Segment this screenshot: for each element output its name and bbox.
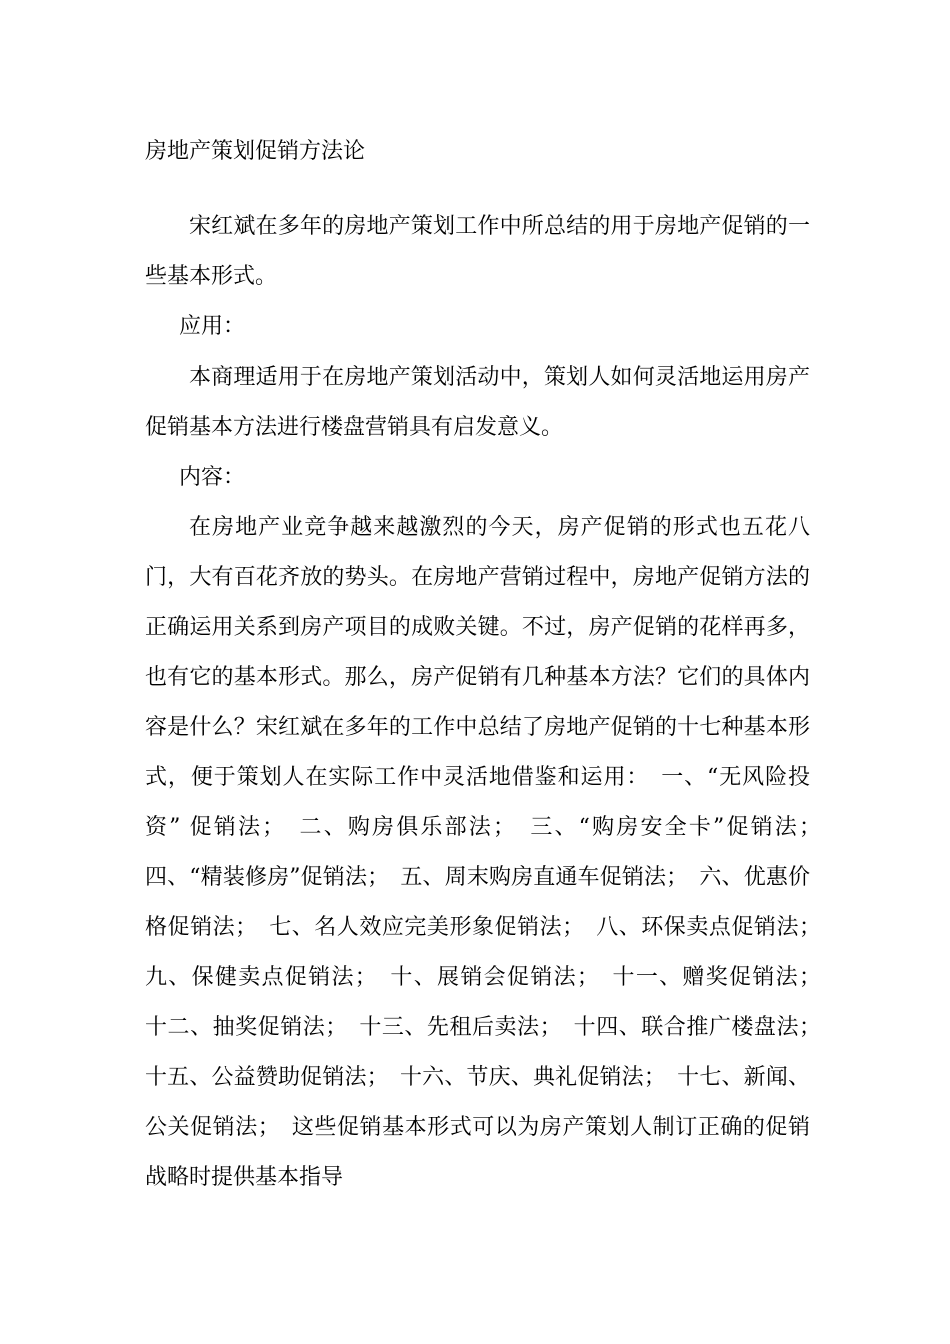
paragraph-application: 本商理适用于在房地产策划活动中，策划人如何灵活地运用房产促销基本方法进行楼盘营销具有启发意义。 <box>145 365 810 440</box>
paragraph-application-label: 应用： <box>179 314 246 339</box>
paragraph-content: 在房地产业竞争越来越激烈的今天，房产促销的形式也五花八门，大有百花齐放的势头。在房地产营销过程中，房地产促销方法的正确运用关系到房产项目的成败关键。不过，房产促销的花样再多，也有它的基本形式。那么，房产促销有几种基本方法？它们的具体内容是什么？宋红斌在多年的工作中总结了房地产促销的十七种基本形式，便于策划人在实际工作中灵活地借鉴和运用： 一、“无风险投资” 促销法； 二、购房俱乐部法； 三、“购房安全卡”促销法； 四、“精装修房”促销法； 五、周末购房直通车促销法； 六、优惠价格促销法； 七、名人效应完美形象促销法； 八、环保卖点促销法； 九、保健卖点促销法； 十、展销会促销法； 十一、赠奖促销法； 十二、抽奖促销法； 十三、先租后卖法； 十四、联合推广楼盘法； 十五、公益赞助促销法； 十六、节庆、典礼促销法； 十七、新闻、公关促销法； 这些促销基本形式可以为房产策划人制订正确的促销战略时提供基本指导 <box>145 515 833 1190</box>
document-title: 房地产策划促销方法论 <box>145 139 366 164</box>
paragraph-intro: 宋红斌在多年的房地产策划工作中所总结的用于房地产促销的一些基本形式。 <box>145 214 810 289</box>
paragraph-content-label: 内容： <box>179 465 246 490</box>
